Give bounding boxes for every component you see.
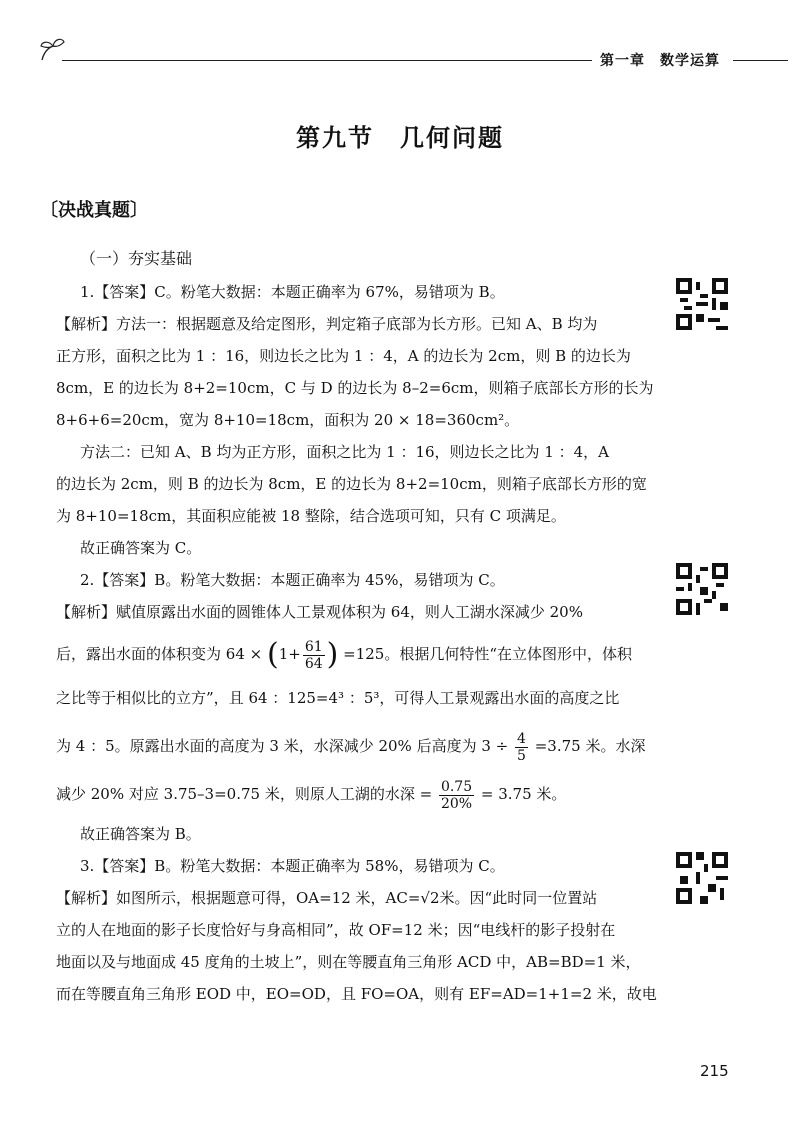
subsection-heading: （一）夯实基础 (80, 249, 193, 268)
q1-answer: 1.【答案】C。粉笔大数据：本题正确率为 67%，易错项为 B。 (80, 283, 505, 301)
q1-analysis-line: 【解析】方法一：根据题意及给定图形，判定箱子底部为长方形。已知 A、B 均为 (56, 315, 598, 333)
q2-line5-post: = 3.75 米。 (480, 785, 567, 803)
q3-answer: 3.【答案】B。粉笔大数据：本题正确率为 58%，易错项为 C。 (80, 857, 505, 875)
fraction-denominator: 20% (440, 795, 473, 812)
q1-analysis-line: 正方形，面积之比为 1 ：16，则边长之比为 1 ：4，A 的边长为 2cm，则 B 的边长为 (56, 347, 631, 365)
q1-conclusion: 故正确答案为 C。 (80, 539, 202, 557)
page-number: 215 (700, 1062, 729, 1080)
q2-analysis-line-with-fraction: 后，露出水面的体积变为 64 × (1+ $\frac{61}{64}$ ) =125。根据几何特性“在立体图形中，体积 (56, 637, 633, 672)
q2-analysis-line: 【解析】赋值原露出水面的圆锥体人工景观体积为 64，则人工湖水深减少 20% (56, 603, 583, 621)
q2-line5-pre: 减少 20% 对应 3.75–3=0.75 米，则原人工湖的水深 = (56, 785, 433, 803)
q2-analysis-line-with-fraction (56, 726, 646, 766)
q2-line2-post: =125。根据几何特性“在立体图形中，体积 (343, 645, 633, 663)
fraction (515, 731, 528, 764)
section-heading: 〔决战真题〕 (40, 200, 148, 221)
chapter-header: 第一章 数学运算 (600, 53, 720, 69)
q2-line4-post: =3.75 米。水深 (534, 737, 646, 755)
q2-conclusion: 故正确答案为 B。 (80, 825, 201, 843)
fraction (439, 779, 474, 812)
page-title: 第九节 几何问题 (296, 124, 504, 152)
header-rule-right (733, 60, 788, 61)
qr-code-icon (676, 563, 728, 615)
fraction-numerator: 0.75 (440, 778, 473, 795)
q2-answer: 2.【答案】B。粉笔大数据：本题正确率为 45%，易错项为 C。 (80, 571, 505, 589)
q2-analysis-line-with-fraction (56, 774, 646, 814)
q2-line2-pre: 后，露出水面的体积变为 64 × (56, 645, 263, 663)
q3-analysis-line: 【解析】如图所示，根据题意可得，OA=12 米，AC=√2米。因“此时同一位置站 (56, 889, 598, 907)
q3-analysis-line: 立的人在地面的影子长度恰好与身高相同”，故 OF=12 米；因“电线杆的影子投射在 (56, 921, 616, 939)
qr-code-icon (676, 278, 728, 330)
q3-analysis-line: 而在等腰直角三角形 EOD 中，EO=OD，且 FO=OA，则有 EF=AD=1+1=2 米，故电 (56, 985, 657, 1003)
q1-method2-line: 为 8+10=18cm，其面积应能被 18 整除，结合选项可知，只有 C 项满足。 (56, 507, 566, 525)
header-rule-left (62, 60, 592, 61)
q1-method2-line: 的边长为 2cm，则 B 的边长为 8cm，E 的边长为 8+2=10cm，则箱子底部长方形的宽 (56, 475, 647, 493)
fraction-numerator: 61 (304, 638, 323, 655)
q1-analysis-line: 8+6+6=20cm，宽为 8+10=18cm，面积为 20 × 18=360cm²。 (56, 411, 520, 429)
q3-analysis-line: 地面以及与地面成 45 度角的土坡上”，则在等腰直角三角形 ACD 中，AB=BD=1 米， (56, 953, 641, 971)
fraction-denominator: 64 (304, 655, 323, 672)
q1-method2-line: 方法二：已知 A、B 均为正方形，面积之比为 1 ：16，则边长之比为 1 ：4，A (80, 443, 610, 461)
q1-analysis-line: 8cm，E 的边长为 8+2=10cm，C 与 D 的边长为 8–2=6cm，则箱子底部长方形的长为 (56, 379, 654, 397)
qr-code-icon (676, 852, 728, 904)
fraction (303, 639, 325, 672)
q2-analysis-line: 之比等于相似比的立方”，且 64 ：125=4³ ：5³，可得人工景观露出水面的高度之比 (56, 689, 620, 707)
fraction-denominator: 5 (517, 747, 526, 764)
q2-line4-pre: 为 4 ：5。原露出水面的高度为 3 米，水深减少 20% 后高度为 3 ÷ (56, 737, 509, 755)
fraction-numerator: 4 (517, 730, 526, 747)
